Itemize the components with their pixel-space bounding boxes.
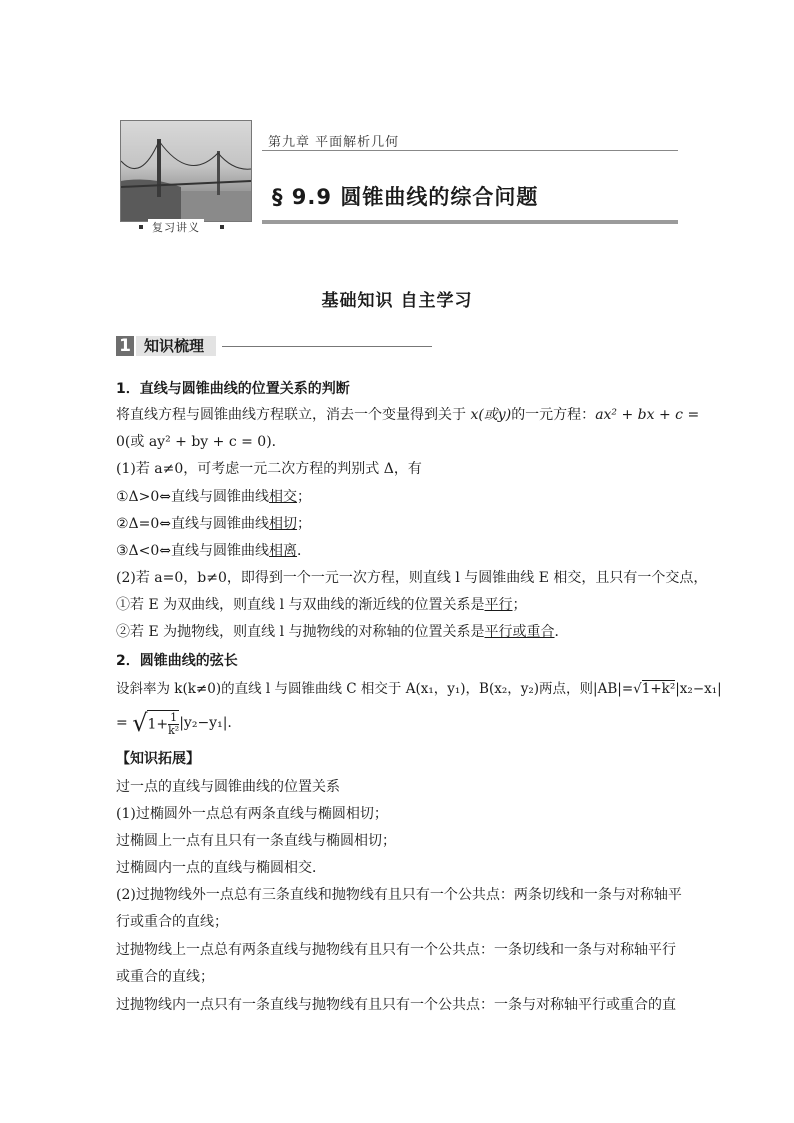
paragraph-line: 过椭圆上一点有且只有一条直线与椭圆相切；: [116, 833, 396, 849]
answer-underline: 平行或重合: [484, 624, 555, 640]
text-span: ②Δ=0⇔直线与圆锥曲线: [116, 516, 270, 532]
paragraph-line: [116, 488, 311, 506]
paragraph-line: (1)过椭圆外一点总有两条直线与椭圆相切；: [116, 806, 388, 822]
header-rule-top: [262, 150, 678, 151]
text-span: 将直线方程与圆锥曲线方程联立，消去一个变量得到关于: [116, 407, 471, 423]
header-rule-bottom: [262, 220, 678, 224]
section-badge-label: 知识梳理: [136, 336, 216, 356]
text-span: ；: [297, 516, 312, 532]
text-span: 1+: [147, 716, 169, 732]
paragraph-line: (2)若 a=0，b≠0，即得到一个一元一次方程，则直线 l 与圆锥曲线 E 相交，且只有一个交点，: [116, 570, 708, 586]
bridge-illustration: [121, 121, 251, 221]
text-span: ①Δ>0⇔直线与圆锥曲线: [116, 489, 270, 505]
fraction: [168, 712, 179, 737]
badge-rule: [222, 346, 432, 347]
sqrt-sign: √: [633, 681, 642, 697]
paragraph-line: (2)过抛物线外一点总有三条直线和抛物线有且只有一个公共点：两条切线和一条与对称轴平: [116, 887, 682, 903]
paragraph-line: [116, 406, 699, 424]
answer-underline: 相离: [269, 543, 298, 559]
sqrt-radicand: [147, 710, 179, 737]
paragraph-line: 过抛物线上一点总有两条直线与抛物线有且只有一个公共点：一条切线和一条与对称轴平行: [116, 942, 676, 958]
text-span: ①若 E 为双曲线，则直线 l 与双曲线的渐近线的位置关系是: [116, 597, 485, 613]
sqrt-sign: √: [132, 709, 148, 737]
text-span: ；: [512, 597, 527, 613]
text-span: ③Δ<0⇔直线与圆锥曲线: [116, 543, 270, 559]
paragraph-line: [116, 542, 311, 560]
bullet-dot-right: [220, 225, 224, 229]
chapter-label: 第九章 平面解析几何: [268, 135, 400, 150]
paragraph-line: [116, 515, 311, 533]
paragraph-line: [116, 623, 569, 641]
text-span: ．: [297, 543, 312, 559]
equals-sign: =: [116, 715, 128, 731]
fraction-numerator: 1: [168, 712, 179, 725]
bridge-photo: [120, 120, 252, 222]
bullet-dot-left: [139, 225, 143, 229]
answer-underline: 相交: [269, 489, 298, 505]
formula-line: [116, 708, 232, 742]
text-span: ；: [297, 489, 312, 505]
review-label: 复习讲义: [148, 219, 204, 235]
text-span: ②若 E 为抛物线，则直线 l 与抛物线的对称轴的位置关系是: [116, 624, 485, 640]
text-span: |x₂−x₁|: [675, 681, 722, 697]
answer-underline: 平行: [484, 597, 513, 613]
paragraph-line: 行或重合的直线；: [116, 914, 228, 930]
paragraph-line: [116, 596, 527, 614]
text-span: 设斜率为 k(k≠0)的直线 l 与圆锥曲线 C 相交于 A(x₁，y₁)，B(x₂，y₂)两点，则|AB|=: [116, 681, 634, 697]
math-span: ax² + bx + c =: [595, 407, 700, 423]
sqrt-radicand: 1+k²: [641, 681, 676, 697]
heading-position-relation: 1．直线与圆锥曲线的位置关系的判断: [116, 381, 350, 397]
paragraph-line: 过抛物线内一点只有一条直线与抛物线有且只有一个公共点：一条与对称轴平行或重合的直: [116, 997, 676, 1013]
paragraph-line: (1)若 a≠0，可考虑一元二次方程的判别式 Δ，有: [116, 461, 422, 477]
paragraph-line: [116, 680, 722, 698]
text-span: |y₂−y₁|.: [179, 715, 232, 731]
section-title: § 9.9 圆锥曲线的综合问题: [272, 185, 539, 209]
center-heading: 基础知识 自主学习: [321, 291, 473, 311]
heading-chord-length: 2．圆锥曲线的弦长: [116, 653, 238, 669]
paragraph-line: 过椭圆内一点的直线与椭圆相交．: [116, 860, 326, 876]
text-span: 的一元方程：: [511, 407, 596, 423]
extension-title: 【知识拓展】: [116, 751, 200, 767]
text-span: ．: [554, 624, 569, 640]
paragraph-line: 0(或 ay² + by + c = 0)．: [116, 434, 286, 450]
fraction-denominator: k²: [168, 723, 180, 737]
text-span: x(或y): [470, 407, 512, 423]
paragraph-line: 或重合的直线；: [116, 969, 214, 985]
section-badge-number: 1: [116, 336, 134, 356]
answer-underline: 相切: [269, 516, 298, 532]
paragraph-line: 过一点的直线与圆锥曲线的位置关系: [116, 779, 340, 795]
